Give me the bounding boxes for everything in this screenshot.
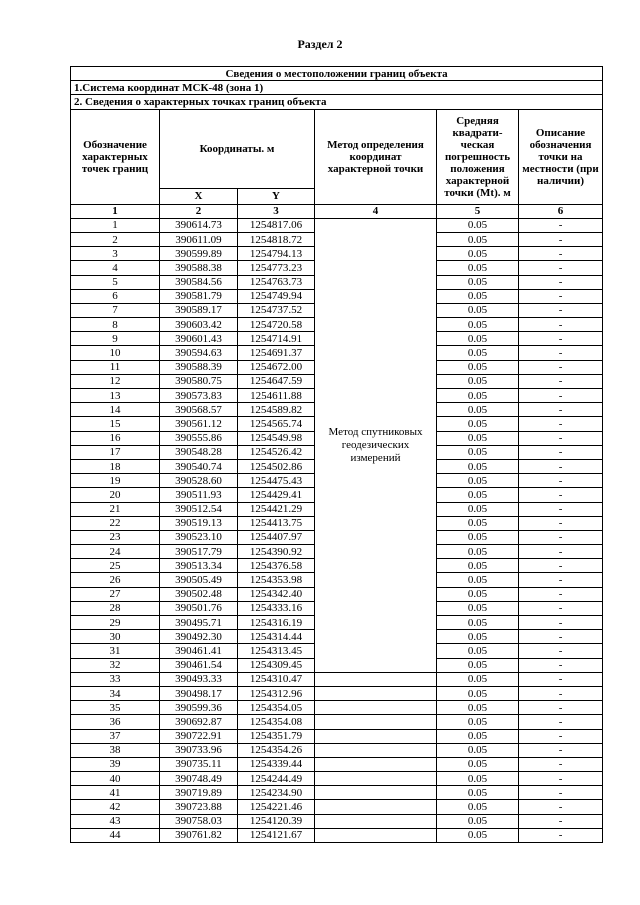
- description-cell: -: [519, 715, 603, 729]
- y-coordinate-cell: 1254120.39: [238, 814, 315, 828]
- col-number: 3: [238, 204, 315, 218]
- y-coordinate-cell: 1254342.40: [238, 587, 315, 601]
- description-cell: -: [519, 545, 603, 559]
- y-coordinate-cell: 1254818.72: [238, 232, 315, 246]
- description-cell: -: [519, 658, 603, 672]
- point-number-cell: 29: [71, 616, 160, 630]
- x-coordinate-cell: 390614.73: [160, 218, 238, 232]
- x-coordinate-cell: 390692.87: [160, 715, 238, 729]
- error-cell: 0.05: [437, 743, 519, 757]
- x-coordinate-cell: 390748.49: [160, 772, 238, 786]
- x-coordinate-cell: 390495.71: [160, 616, 238, 630]
- error-cell: 0.05: [437, 800, 519, 814]
- description-cell: -: [519, 772, 603, 786]
- y-coordinate-cell: 1254611.88: [238, 389, 315, 403]
- error-cell: 0.05: [437, 729, 519, 743]
- error-cell: 0.05: [437, 772, 519, 786]
- x-coordinate-cell: 390580.75: [160, 374, 238, 388]
- description-cell: -: [519, 630, 603, 644]
- error-cell: 0.05: [437, 403, 519, 417]
- error-cell: 0.05: [437, 474, 519, 488]
- description-cell: -: [519, 530, 603, 544]
- x-coordinate-cell: 390735.11: [160, 757, 238, 771]
- points-title: 2. Сведения о характерных точках границ объекта: [71, 95, 603, 109]
- x-coordinate-cell: 390733.96: [160, 743, 238, 757]
- x-coordinate-cell: 390601.43: [160, 332, 238, 346]
- error-cell: 0.05: [437, 261, 519, 275]
- error-cell: 0.05: [437, 318, 519, 332]
- description-cell: -: [519, 786, 603, 800]
- method-empty-cell: [315, 715, 437, 729]
- y-coordinate-cell: 1254691.37: [238, 346, 315, 360]
- description-cell: -: [519, 587, 603, 601]
- error-cell: 0.05: [437, 573, 519, 587]
- description-cell: -: [519, 389, 603, 403]
- header-y: Y: [238, 188, 315, 204]
- col-number: 4: [315, 204, 437, 218]
- y-coordinate-cell: 1254773.23: [238, 261, 315, 275]
- table-row: [71, 686, 603, 700]
- method-empty-cell: [315, 686, 437, 700]
- x-coordinate-cell: 390501.76: [160, 601, 238, 615]
- error-cell: 0.05: [437, 757, 519, 771]
- description-cell: -: [519, 318, 603, 332]
- error-cell: 0.05: [437, 289, 519, 303]
- table-row: [71, 814, 603, 828]
- description-cell: -: [519, 374, 603, 388]
- x-coordinate-cell: 390599.36: [160, 701, 238, 715]
- table-row: [71, 715, 603, 729]
- point-number-cell: 22: [71, 516, 160, 530]
- x-coordinate-cell: 390513.34: [160, 559, 238, 573]
- method-empty-cell: [315, 828, 437, 842]
- point-number-cell: 23: [71, 530, 160, 544]
- method-empty-cell: [315, 772, 437, 786]
- x-coordinate-cell: 390561.12: [160, 417, 238, 431]
- y-coordinate-cell: 1254565.74: [238, 417, 315, 431]
- description-cell: -: [519, 218, 603, 232]
- x-coordinate-cell: 390498.17: [160, 686, 238, 700]
- point-number-cell: 37: [71, 729, 160, 743]
- point-number-cell: 18: [71, 459, 160, 473]
- description-cell: -: [519, 800, 603, 814]
- table-row: [71, 672, 603, 686]
- y-coordinate-cell: 1254475.43: [238, 474, 315, 488]
- description-cell: -: [519, 488, 603, 502]
- point-number-cell: 35: [71, 701, 160, 715]
- y-coordinate-cell: 1254376.58: [238, 559, 315, 573]
- y-coordinate-cell: 1254714.91: [238, 332, 315, 346]
- error-cell: 0.05: [437, 530, 519, 544]
- error-cell: 0.05: [437, 672, 519, 686]
- y-coordinate-cell: 1254354.26: [238, 743, 315, 757]
- y-coordinate-cell: 1254312.96: [238, 686, 315, 700]
- error-cell: 0.05: [437, 417, 519, 431]
- error-cell: 0.05: [437, 459, 519, 473]
- point-number-cell: 6: [71, 289, 160, 303]
- description-cell: -: [519, 261, 603, 275]
- error-cell: 0.05: [437, 431, 519, 445]
- error-cell: 0.05: [437, 814, 519, 828]
- table-title: Сведения о местоположении границ объекта: [71, 67, 603, 81]
- y-coordinate-cell: 1254526.42: [238, 445, 315, 459]
- point-number-cell: 25: [71, 559, 160, 573]
- point-number-cell: 11: [71, 360, 160, 374]
- method-cell: Метод спутниковых геодезических измерений: [315, 218, 437, 672]
- method-empty-cell: [315, 729, 437, 743]
- x-coordinate-cell: 390581.79: [160, 289, 238, 303]
- description-cell: -: [519, 417, 603, 431]
- point-number-cell: 10: [71, 346, 160, 360]
- error-cell: 0.05: [437, 360, 519, 374]
- y-coordinate-cell: 1254672.00: [238, 360, 315, 374]
- description-cell: -: [519, 743, 603, 757]
- point-number-cell: 26: [71, 573, 160, 587]
- error-cell: 0.05: [437, 374, 519, 388]
- x-coordinate-cell: 390758.03: [160, 814, 238, 828]
- y-coordinate-cell: 1254794.13: [238, 247, 315, 261]
- point-number-cell: 3: [71, 247, 160, 261]
- error-cell: 0.05: [437, 247, 519, 261]
- table-row: [71, 729, 603, 743]
- point-number-cell: 21: [71, 502, 160, 516]
- description-cell: -: [519, 275, 603, 289]
- x-coordinate-cell: 390589.17: [160, 303, 238, 317]
- y-coordinate-cell: 1254333.16: [238, 601, 315, 615]
- y-coordinate-cell: 1254749.94: [238, 289, 315, 303]
- description-cell: -: [519, 516, 603, 530]
- y-coordinate-cell: 1254121.67: [238, 828, 315, 842]
- point-number-cell: 2: [71, 232, 160, 246]
- header-coords: Координаты. м: [160, 109, 315, 188]
- point-number-cell: 34: [71, 686, 160, 700]
- x-coordinate-cell: 390722.91: [160, 729, 238, 743]
- point-number-cell: 13: [71, 389, 160, 403]
- table-row: [71, 218, 603, 232]
- description-cell: -: [519, 431, 603, 445]
- point-number-cell: 28: [71, 601, 160, 615]
- x-coordinate-cell: 390584.56: [160, 275, 238, 289]
- header-error: Средняя квадрати-ческая погрешность положения характерной точки (Mt). м: [437, 109, 519, 204]
- x-coordinate-cell: 390588.39: [160, 360, 238, 374]
- y-coordinate-cell: 1254309.45: [238, 658, 315, 672]
- description-cell: -: [519, 346, 603, 360]
- x-coordinate-cell: 390492.30: [160, 630, 238, 644]
- point-number-cell: 15: [71, 417, 160, 431]
- x-coordinate-cell: 390461.41: [160, 644, 238, 658]
- description-cell: -: [519, 828, 603, 842]
- boundary-points-table: [70, 66, 603, 843]
- x-coordinate-cell: 390548.28: [160, 445, 238, 459]
- x-coordinate-cell: 390540.74: [160, 459, 238, 473]
- x-coordinate-cell: 390599.89: [160, 247, 238, 261]
- x-coordinate-cell: 390568.57: [160, 403, 238, 417]
- method-empty-cell: [315, 743, 437, 757]
- y-coordinate-cell: 1254737.52: [238, 303, 315, 317]
- point-number-cell: 24: [71, 545, 160, 559]
- y-coordinate-cell: 1254502.86: [238, 459, 315, 473]
- method-empty-cell: [315, 672, 437, 686]
- description-cell: -: [519, 601, 603, 615]
- x-coordinate-cell: 390761.82: [160, 828, 238, 842]
- method-empty-cell: [315, 786, 437, 800]
- error-cell: 0.05: [437, 658, 519, 672]
- point-number-cell: 8: [71, 318, 160, 332]
- y-coordinate-cell: 1254354.05: [238, 701, 315, 715]
- y-coordinate-cell: 1254647.59: [238, 374, 315, 388]
- table-row: [71, 772, 603, 786]
- description-cell: -: [519, 360, 603, 374]
- point-number-cell: 14: [71, 403, 160, 417]
- coord-system-label: 1.Система координат МСК-48 (зона 1): [71, 81, 603, 95]
- y-coordinate-cell: 1254589.82: [238, 403, 315, 417]
- error-cell: 0.05: [437, 445, 519, 459]
- error-cell: 0.05: [437, 346, 519, 360]
- points-title-row: [71, 95, 603, 109]
- header-x: X: [160, 188, 238, 204]
- x-coordinate-cell: 390502.48: [160, 587, 238, 601]
- y-coordinate-cell: 1254314.44: [238, 630, 315, 644]
- table-title-row: [71, 67, 603, 81]
- x-coordinate-cell: 390528.60: [160, 474, 238, 488]
- x-coordinate-cell: 390588.38: [160, 261, 238, 275]
- point-number-cell: 31: [71, 644, 160, 658]
- header-method: Метод определения координат характерной точки: [315, 109, 437, 204]
- error-cell: 0.05: [437, 828, 519, 842]
- table-row: [71, 743, 603, 757]
- method-empty-cell: [315, 757, 437, 771]
- header-point: Обозначение характерных точек границ: [71, 109, 160, 204]
- x-coordinate-cell: 390611.09: [160, 232, 238, 246]
- y-coordinate-cell: 1254234.90: [238, 786, 315, 800]
- table-row: [71, 800, 603, 814]
- error-cell: 0.05: [437, 218, 519, 232]
- error-cell: 0.05: [437, 516, 519, 530]
- point-number-cell: 38: [71, 743, 160, 757]
- table-row: [71, 701, 603, 715]
- description-cell: -: [519, 459, 603, 473]
- point-number-cell: 44: [71, 828, 160, 842]
- x-coordinate-cell: 390519.13: [160, 516, 238, 530]
- point-number-cell: 39: [71, 757, 160, 771]
- description-cell: -: [519, 701, 603, 715]
- error-cell: 0.05: [437, 601, 519, 615]
- y-coordinate-cell: 1254221.46: [238, 800, 315, 814]
- error-cell: 0.05: [437, 303, 519, 317]
- point-number-cell: 27: [71, 587, 160, 601]
- col-number: 6: [519, 204, 603, 218]
- x-coordinate-cell: 390573.83: [160, 389, 238, 403]
- point-number-cell: 40: [71, 772, 160, 786]
- description-cell: -: [519, 672, 603, 686]
- column-numbers-row: [71, 204, 603, 218]
- point-number-cell: 42: [71, 800, 160, 814]
- point-number-cell: 16: [71, 431, 160, 445]
- coord-system-row: [71, 81, 603, 95]
- error-cell: 0.05: [437, 332, 519, 346]
- y-coordinate-cell: 1254354.08: [238, 715, 315, 729]
- point-number-cell: 19: [71, 474, 160, 488]
- point-number-cell: 7: [71, 303, 160, 317]
- description-cell: -: [519, 303, 603, 317]
- y-coordinate-cell: 1254407.97: [238, 530, 315, 544]
- header-desc: Описание обозначения точки на местности (при наличии): [519, 109, 603, 204]
- col-number: 1: [71, 204, 160, 218]
- x-coordinate-cell: 390594.63: [160, 346, 238, 360]
- point-number-cell: 32: [71, 658, 160, 672]
- description-cell: -: [519, 573, 603, 587]
- y-coordinate-cell: 1254353.98: [238, 573, 315, 587]
- description-cell: -: [519, 814, 603, 828]
- x-coordinate-cell: 390719.89: [160, 786, 238, 800]
- col-number: 5: [437, 204, 519, 218]
- error-cell: 0.05: [437, 559, 519, 573]
- description-cell: -: [519, 729, 603, 743]
- point-number-cell: 5: [71, 275, 160, 289]
- error-cell: 0.05: [437, 701, 519, 715]
- y-coordinate-cell: 1254310.47: [238, 672, 315, 686]
- point-number-cell: 12: [71, 374, 160, 388]
- method-empty-cell: [315, 701, 437, 715]
- x-coordinate-cell: 390505.49: [160, 573, 238, 587]
- description-cell: -: [519, 445, 603, 459]
- y-coordinate-cell: 1254313.45: [238, 644, 315, 658]
- error-cell: 0.05: [437, 616, 519, 630]
- error-cell: 0.05: [437, 488, 519, 502]
- point-number-cell: 43: [71, 814, 160, 828]
- y-coordinate-cell: 1254244.49: [238, 772, 315, 786]
- description-cell: -: [519, 289, 603, 303]
- x-coordinate-cell: 390523.10: [160, 530, 238, 544]
- y-coordinate-cell: 1254316.19: [238, 616, 315, 630]
- description-cell: -: [519, 332, 603, 346]
- error-cell: 0.05: [437, 715, 519, 729]
- error-cell: 0.05: [437, 545, 519, 559]
- y-coordinate-cell: 1254413.75: [238, 516, 315, 530]
- point-number-cell: 33: [71, 672, 160, 686]
- error-cell: 0.05: [437, 630, 519, 644]
- point-number-cell: 20: [71, 488, 160, 502]
- x-coordinate-cell: 390512.54: [160, 502, 238, 516]
- table-row: [71, 828, 603, 842]
- x-coordinate-cell: 390517.79: [160, 545, 238, 559]
- x-coordinate-cell: 390555.86: [160, 431, 238, 445]
- x-coordinate-cell: 390493.33: [160, 672, 238, 686]
- description-cell: -: [519, 616, 603, 630]
- point-number-cell: 30: [71, 630, 160, 644]
- error-cell: 0.05: [437, 686, 519, 700]
- y-coordinate-cell: 1254390.92: [238, 545, 315, 559]
- col-number: 2: [160, 204, 238, 218]
- section-title: Раздел 2: [297, 37, 343, 51]
- error-cell: 0.05: [437, 232, 519, 246]
- description-cell: -: [519, 644, 603, 658]
- table-row: [71, 786, 603, 800]
- description-cell: -: [519, 232, 603, 246]
- y-coordinate-cell: 1254421.29: [238, 502, 315, 516]
- error-cell: 0.05: [437, 644, 519, 658]
- description-cell: -: [519, 403, 603, 417]
- y-coordinate-cell: 1254720.58: [238, 318, 315, 332]
- y-coordinate-cell: 1254549.98: [238, 431, 315, 445]
- error-cell: 0.05: [437, 786, 519, 800]
- error-cell: 0.05: [437, 389, 519, 403]
- description-cell: -: [519, 502, 603, 516]
- description-cell: -: [519, 686, 603, 700]
- x-coordinate-cell: 390461.54: [160, 658, 238, 672]
- y-coordinate-cell: 1254817.06: [238, 218, 315, 232]
- y-coordinate-cell: 1254763.73: [238, 275, 315, 289]
- x-coordinate-cell: 390603.42: [160, 318, 238, 332]
- point-number-cell: 4: [71, 261, 160, 275]
- point-number-cell: 41: [71, 786, 160, 800]
- point-number-cell: 1: [71, 218, 160, 232]
- header-row: [71, 109, 603, 188]
- description-cell: -: [519, 247, 603, 261]
- y-coordinate-cell: 1254351.79: [238, 729, 315, 743]
- description-cell: -: [519, 757, 603, 771]
- description-cell: -: [519, 559, 603, 573]
- x-coordinate-cell: 390511.93: [160, 488, 238, 502]
- method-empty-cell: [315, 814, 437, 828]
- x-coordinate-cell: 390723.88: [160, 800, 238, 814]
- table-row: [71, 757, 603, 771]
- y-coordinate-cell: 1254429.41: [238, 488, 315, 502]
- error-cell: 0.05: [437, 275, 519, 289]
- error-cell: 0.05: [437, 502, 519, 516]
- point-number-cell: 36: [71, 715, 160, 729]
- point-number-cell: 17: [71, 445, 160, 459]
- description-cell: -: [519, 474, 603, 488]
- error-cell: 0.05: [437, 587, 519, 601]
- y-coordinate-cell: 1254339.44: [238, 757, 315, 771]
- method-empty-cell: [315, 800, 437, 814]
- point-number-cell: 9: [71, 332, 160, 346]
